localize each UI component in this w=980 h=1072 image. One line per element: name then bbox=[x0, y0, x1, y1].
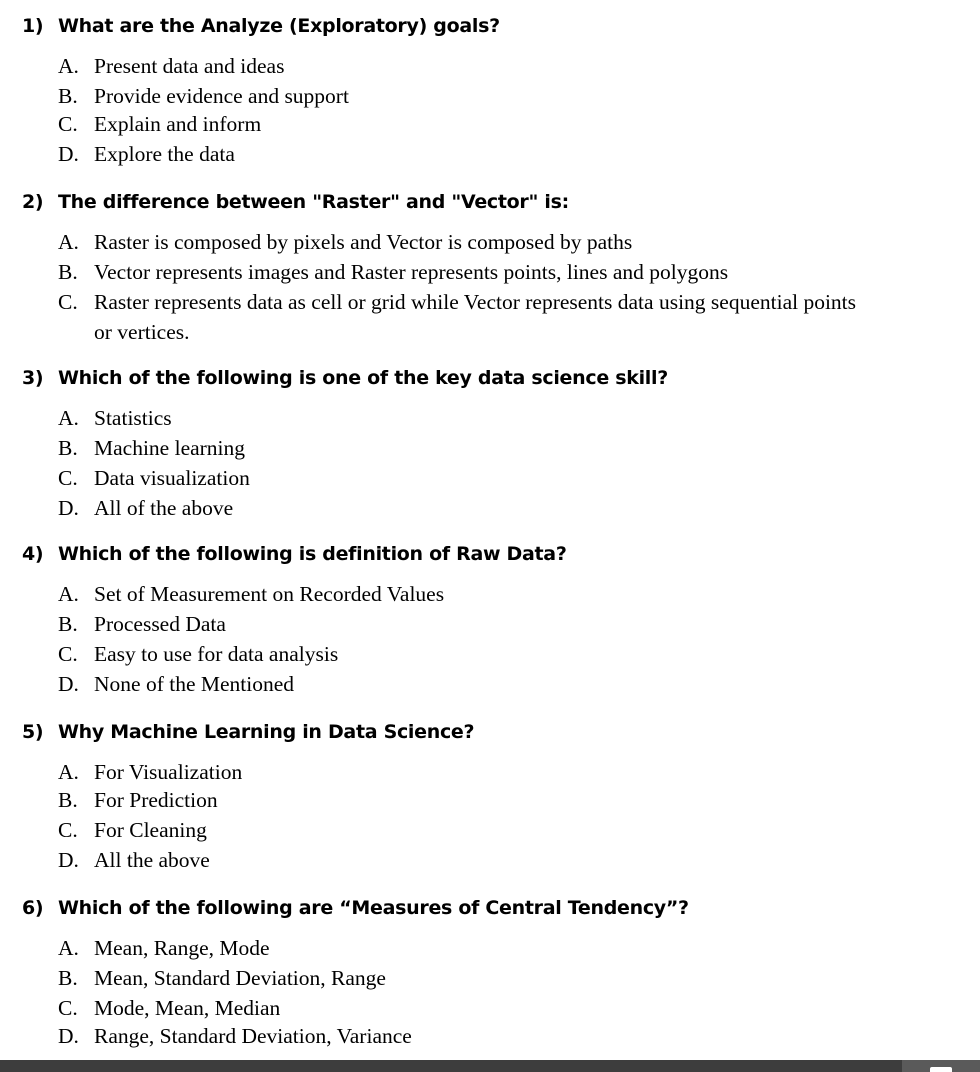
option-letter: B. bbox=[58, 84, 78, 108]
option-letter: B. bbox=[58, 612, 78, 636]
option-d bbox=[58, 845, 210, 875]
option-letter: D. bbox=[58, 848, 79, 872]
option-letter: D. bbox=[58, 496, 79, 520]
option-d bbox=[58, 1021, 412, 1051]
option-text: Processed Data bbox=[94, 612, 226, 636]
option-letter: C. bbox=[58, 996, 78, 1020]
question-text: Which of the following is one of the key data science skill? bbox=[58, 367, 668, 389]
option-b bbox=[58, 963, 386, 993]
question-number: 5) bbox=[22, 721, 44, 743]
option-text: Set of Measurement on Recorded Values bbox=[94, 582, 445, 606]
option-c bbox=[58, 815, 207, 845]
option-text: Range, Standard Deviation, Variance bbox=[94, 1024, 412, 1048]
option-c bbox=[58, 287, 856, 317]
option-letter: D. bbox=[58, 672, 79, 696]
question-text: The difference between "Raster" and "Vector" is: bbox=[58, 191, 569, 213]
option-text: All of the above bbox=[94, 496, 234, 520]
option-d bbox=[58, 669, 294, 699]
option-letter: A. bbox=[58, 582, 79, 606]
option-text: Explore the data bbox=[94, 142, 235, 166]
option-text: Raster is composed by pixels and Vector is composed by paths bbox=[94, 230, 633, 254]
question-title bbox=[22, 366, 668, 390]
toolbar-tab[interactable] bbox=[902, 1060, 980, 1072]
question-title bbox=[22, 14, 500, 38]
option-d bbox=[58, 139, 235, 169]
option-a bbox=[58, 227, 632, 257]
option-c bbox=[58, 109, 261, 139]
option-a bbox=[58, 933, 270, 963]
option-text: For Cleaning bbox=[94, 818, 207, 842]
option-a bbox=[58, 403, 172, 433]
option-letter: D. bbox=[58, 1024, 79, 1048]
option-text: Mean, Range, Mode bbox=[94, 936, 270, 960]
option-b bbox=[58, 785, 218, 815]
option-letter: B. bbox=[58, 436, 78, 460]
option-letter: D. bbox=[58, 142, 79, 166]
option-letter: A. bbox=[58, 406, 79, 430]
option-text: For Prediction bbox=[94, 788, 218, 812]
option-d bbox=[58, 493, 233, 523]
option-a bbox=[58, 757, 242, 787]
option-text: Explain and inform bbox=[94, 112, 262, 136]
option-letter: C. bbox=[58, 290, 78, 314]
option-text: Provide evidence and support bbox=[94, 84, 349, 108]
option-text: For Visualization bbox=[94, 760, 243, 784]
option-c-continuation: or vertices. bbox=[94, 320, 190, 344]
option-b bbox=[58, 609, 226, 639]
option-c bbox=[58, 993, 280, 1023]
option-letter: C. bbox=[58, 642, 78, 666]
option-a bbox=[58, 579, 444, 609]
option-letter: A. bbox=[58, 936, 79, 960]
option-b bbox=[58, 433, 245, 463]
option-text: Present data and ideas bbox=[94, 54, 285, 78]
question-number: 2) bbox=[22, 191, 44, 213]
question-text: What are the Analyze (Exploratory) goals? bbox=[58, 15, 500, 37]
option-text: All the above bbox=[94, 848, 210, 872]
option-a bbox=[58, 51, 284, 81]
option-text: Data visualization bbox=[94, 466, 250, 490]
option-text: Statistics bbox=[94, 406, 172, 430]
option-text: Vector represents images and Raster represents points, lines and polygons bbox=[94, 260, 729, 284]
option-c bbox=[58, 639, 338, 669]
question-text: Which of the following is definition of Raw Data? bbox=[58, 543, 567, 565]
option-c bbox=[58, 463, 250, 493]
question-title bbox=[22, 896, 689, 920]
option-text: Machine learning bbox=[94, 436, 246, 460]
option-text: Mode, Mean, Median bbox=[94, 996, 281, 1020]
question-text: Which of the following are “Measures of Central Tendency”? bbox=[58, 897, 689, 919]
option-letter: C. bbox=[58, 112, 78, 136]
question-title bbox=[22, 720, 474, 744]
option-letter: B. bbox=[58, 788, 78, 812]
question-title bbox=[22, 190, 569, 214]
option-b bbox=[58, 257, 728, 287]
option-letter: B. bbox=[58, 260, 78, 284]
option-text: Easy to use for data analysis bbox=[94, 642, 339, 666]
option-text: None of the Mentioned bbox=[94, 672, 295, 696]
option-letter: B. bbox=[58, 966, 78, 990]
option-text: Mean, Standard Deviation, Range bbox=[94, 966, 386, 990]
question-number: 1) bbox=[22, 15, 44, 37]
question-number: 3) bbox=[22, 367, 44, 389]
tab-indicator-icon bbox=[930, 1067, 952, 1072]
option-letter: C. bbox=[58, 818, 78, 842]
option-letter: A. bbox=[58, 54, 79, 78]
question-number: 4) bbox=[22, 543, 44, 565]
question-text: Why Machine Learning in Data Science? bbox=[58, 721, 475, 743]
bottom-toolbar bbox=[0, 1060, 980, 1072]
option-letter: A. bbox=[58, 230, 79, 254]
option-b bbox=[58, 81, 349, 111]
option-letter: C. bbox=[58, 466, 78, 490]
option-letter: A. bbox=[58, 760, 79, 784]
question-number: 6) bbox=[22, 897, 44, 919]
option-text: Raster represents data as cell or grid while Vector represents data using sequential points bbox=[94, 290, 857, 314]
question-title bbox=[22, 542, 567, 566]
